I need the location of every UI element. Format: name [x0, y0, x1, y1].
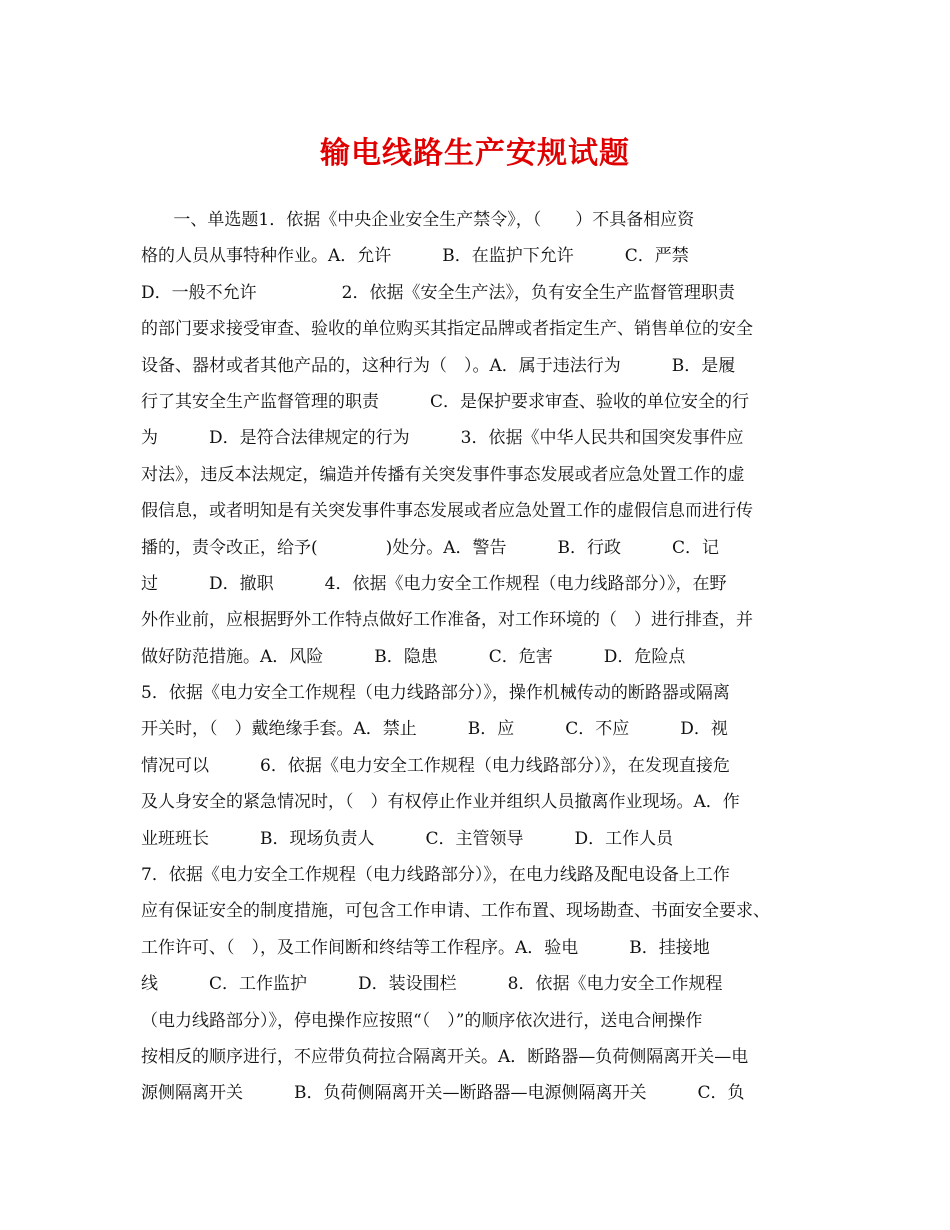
text-line: （电力线路部分）》，停电操作应按照“（ ）”的顺序依次进行，送电合闸操作 [141, 1010, 703, 1031]
text-line: 情况可以 6．依据《电力安全工作规程（电力线路部分）》，在发现直接危 [141, 755, 730, 776]
text-line: 开关时，（ ）戴绝缘手套。A．禁止 B．应 C．不应 D．视 [141, 719, 728, 740]
document-body [141, 202, 813, 1112]
text-line: 为 D．是符合法律规定的行为 3．依据《中华人民共和国突发事件应 [141, 428, 744, 449]
text-line: 一、单选题1．依据《中央企业安全生产禁令》，（ ）不具备相应资 [141, 210, 695, 230]
document-title: 输电线路生产安规试题 [320, 136, 630, 171]
text-line: 业班班长 B．现场负责人 C．主管领导 D．工作人员 [141, 828, 674, 849]
text-line: 外作业前，应根据野外工作特点做好工作准备，对工作环境的（ ）进行排查，并 [141, 610, 753, 631]
text-line: 对法》，违反本法规定，编造并传播有关突发事件事态发展或者应急处置工作的虚 [141, 464, 745, 485]
text-line: 的部门要求接受审查、验收的单位购买其指定品牌或者指定生产、销售单位的安全 [141, 319, 753, 340]
text-line: 源侧隔离开关 B．负荷侧隔离开关—断路器—电源侧隔离开关 C．负 [141, 1083, 745, 1104]
text-line: 线 C．工作监护 D．装设围栏 8．依据《电力安全工作规程 [141, 974, 723, 995]
text-line: 应有保证安全的制度措施，可包含工作申请、工作布置、现场勘查、书面安全要求、 [141, 901, 770, 922]
text-line: 过 D．撤职 4．依据《电力安全工作规程（电力线路部分）》，在野 [141, 573, 727, 594]
text-line: 设备、器材或者其他产品的，这种行为（ ）。A．属于违法行为 B．是履 [141, 355, 736, 376]
text-line: 5．依据《电力安全工作规程（电力线路部分）》，操作机械传动的断路器或隔离 [141, 683, 730, 704]
text-line: 假信息，或者明知是有关突发事件事态发展或者应急处置工作的虚假信息而进行传 [141, 501, 753, 522]
text-line: D．一般不允许 2．依据《安全生产法》，负有安全生产监督管理职责 [141, 282, 735, 303]
text-line: 行了其安全生产监督管理的职责 C．是保护要求审查、验收的单位安全的行 [141, 391, 750, 412]
text-line: 7．依据《电力安全工作规程（电力线路部分）》，在电力线路及配电设备上工作 [141, 865, 730, 886]
text-line: 做好防范措施。A．风险 B．隐患 C．危害 D．危险点 [141, 646, 686, 667]
text-line: 工作许可、（ ），及工作间断和终结等工作程序。A．验电 B．挂接地 [141, 937, 710, 958]
text-line: 按相反的顺序进行，不应带负荷拉合隔离开关。A．断路器—负荷侧隔离开关—电 [141, 1046, 749, 1067]
text-line: 播的，责令改正，给予( )处分。A．警告 B．行政 C．记 [141, 537, 720, 558]
text-line: 及人身安全的紧急情况时，（ ）有权停止作业并组织人员撤离作业现场。A．作 [141, 792, 740, 813]
text-line: 格的人员从事特种作业。A．允许 B．在监护下允许 C．严禁 [141, 246, 689, 267]
